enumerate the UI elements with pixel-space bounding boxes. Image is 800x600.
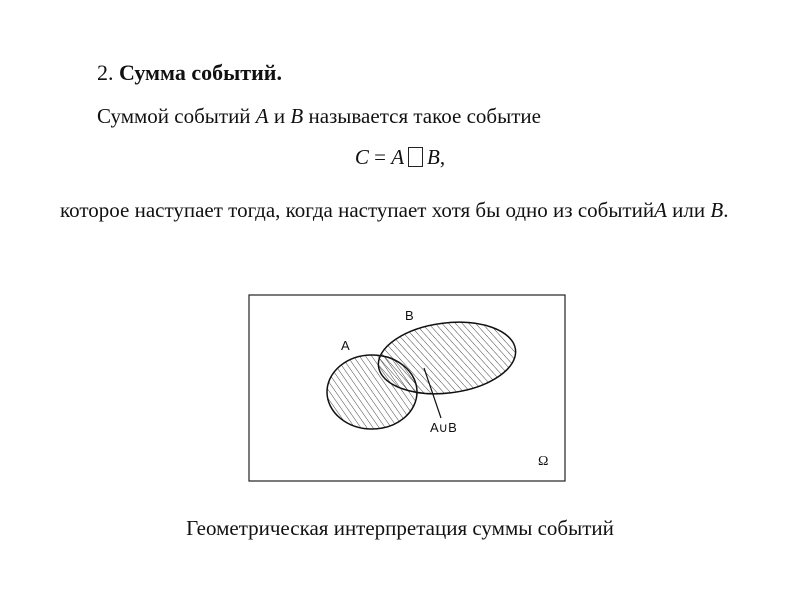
label-a: A — [341, 338, 350, 353]
formula-b: B — [427, 145, 440, 169]
definition-event-b: B — [290, 104, 304, 128]
formula-a: A — [391, 145, 405, 169]
label-union: A∪B — [430, 420, 457, 435]
definition-suffix: называется такое событие — [308, 104, 541, 128]
definition-event-a: A — [255, 104, 269, 128]
section-title: Сумма событий. — [119, 60, 282, 85]
paragraph-period: . — [723, 198, 729, 222]
paragraph-event-a: A — [654, 198, 667, 222]
paragraph-or: или — [672, 198, 706, 222]
definition-conjunction: и — [273, 104, 286, 128]
paragraph-text: которое наступает тогда, когда наступает хотя бы одно из событий — [60, 198, 655, 222]
paragraph-event-b: B — [710, 198, 724, 222]
section-number: 2. — [97, 60, 114, 85]
formula-lhs: C — [354, 145, 369, 169]
formula-comma: , — [439, 145, 446, 169]
label-universe: Ω — [538, 454, 549, 469]
formula-equals: = — [374, 145, 386, 169]
definition-prefix: Суммой событий — [97, 104, 251, 128]
label-b: B — [405, 308, 414, 323]
figure-caption: Геометрическая интерпретация суммы событий — [186, 516, 614, 540]
